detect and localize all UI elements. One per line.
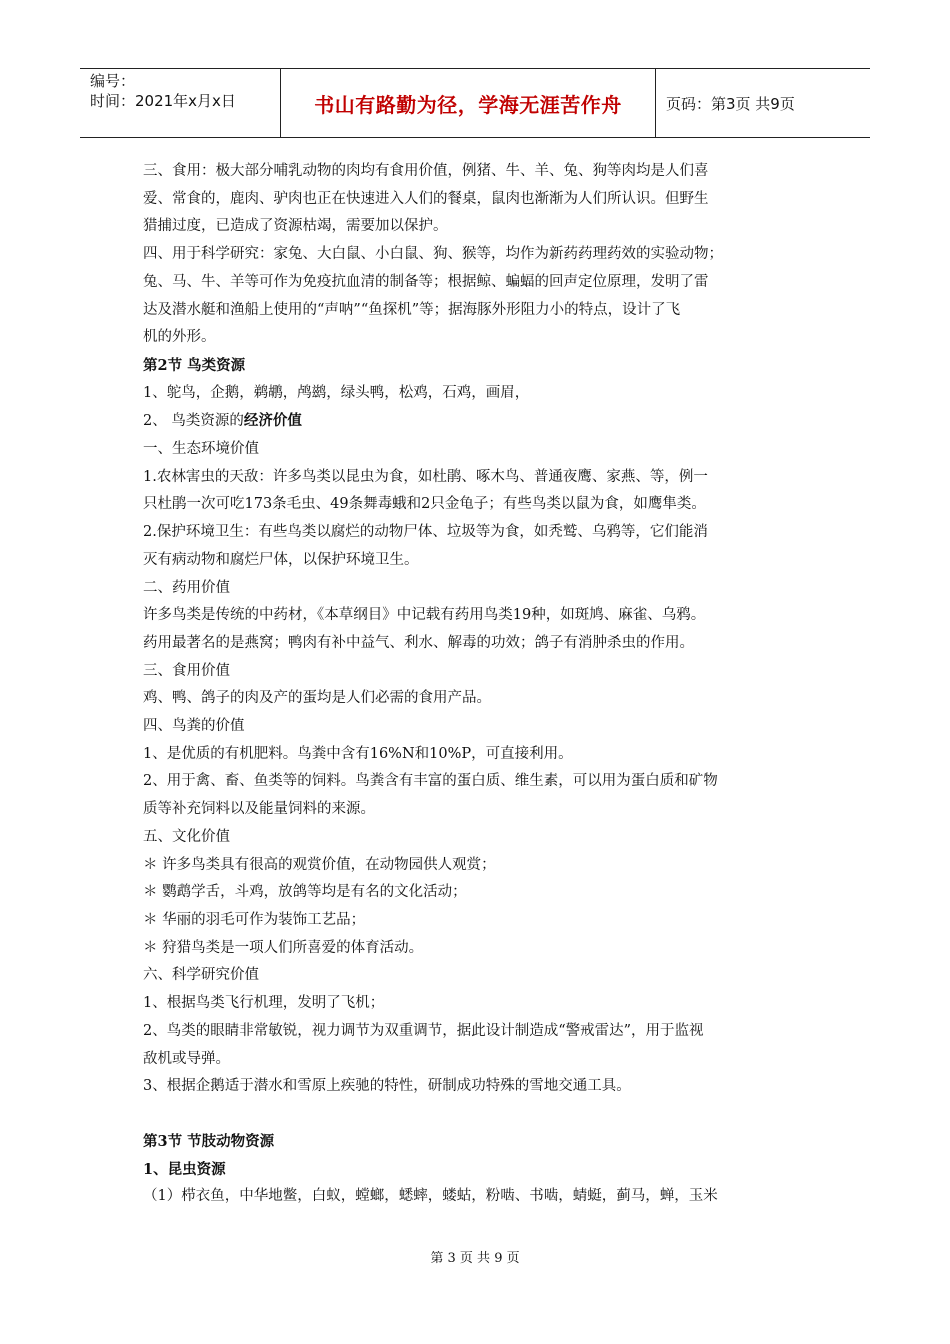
header-motto: 书山有路勤为径，学海无涯苦作舟 (280, 69, 656, 137)
paragraph-line: 鸡、鸭、鸽子的肉及产的蛋均是人们必需的食用产品。 (143, 690, 491, 707)
paragraph-line: 达及潜水艇和渔船上使用的“声呐”“鱼探机”等；据海豚外形阻力小的特点，设计了飞 (143, 301, 681, 318)
page-footer: 第 3 页 共 9 页 (430, 1251, 520, 1266)
paragraph-line: 敌机或导弹。 (143, 1050, 230, 1067)
bullet-item: ＊ 华丽的羽毛可作为装饰工艺品； (143, 911, 366, 928)
paragraph-line: 1.农林害虫的天敌：许多鸟类以昆虫为食，如杜鹃、啄木鸟、普通夜鹰、家燕、等，例一 (143, 468, 708, 485)
bullet-item: ＊ 许多鸟类具有很高的观赏价值，在动物园供人观赏； (143, 856, 496, 873)
paragraph-line: 三、食用：极大部分哺乳动物的肉均有食用价值，例猪、牛、羊、兔、狗等肉均是人们喜 (143, 163, 709, 179)
bullet-item: ＊ 狩猎鸟类是一项人们所喜爱的体育活动。 (143, 939, 424, 956)
paragraph-line: 兔、马、牛、羊等可作为免疫抗血清的制备等；根据鲸、蝙蝠的回声定位原理，发明了雷 (143, 273, 709, 290)
line-text: 2、 鸟类资源的 (143, 413, 244, 430)
header-meta (80, 69, 280, 137)
paragraph-line: 机的外形。 (143, 329, 216, 346)
number-label: 编号： (90, 72, 136, 90)
paragraph-line: 质等补充饲料以及能量饲料的来源。 (143, 801, 375, 818)
emphasis-text: 经济价值 (243, 412, 302, 430)
subsection-heading: 1、昆虫资源 (143, 1160, 226, 1178)
document-body (143, 158, 813, 1211)
header-page-info: 页码：第3页 共9页 (666, 94, 795, 113)
paragraph-line (143, 407, 813, 436)
page-header (80, 68, 870, 138)
paragraph-line: 2.保护环境卫生：有些鸟类以腐烂的动物尸体、垃圾等为食，如秃鹫、乌鸦等，它们能消 (143, 524, 708, 541)
paragraph-line: 1、根据鸟类飞行机理，发明了飞机； (143, 995, 385, 1012)
paragraph-line: 爱、常食的，鹿肉、驴肉也正在快速进入人们的餐桌，鼠肉也渐渐为人们所认识。但野生 (143, 190, 709, 207)
paragraph-line: 四、用于科学研究：家兔、大白鼠、小白鼠、狗、猴等，均作为新药药理药效的实验动物； (143, 246, 723, 263)
paragraph-line: 三、食用价值 (143, 662, 230, 679)
paragraph-line: 只杜鹃一次可吃173条毛虫、49条舞毒蛾和2只金龟子；有些鸟类以鼠为食，如鹰隼类。 (143, 496, 706, 513)
paragraph-line: （1）栉衣鱼，中华地鳖，白蚁，螳螂，蟋蟀，蝼蛄，粉啮、书啮，蜻蜓，蓟马，蝉，玉米 (143, 1188, 718, 1205)
section-heading: 第2节 鸟类资源 (143, 356, 246, 374)
paragraph-line: 2、鸟类的眼睛非常敏锐，视力调节为双重调节，据此设计制造成“警戒雷达”，用于监视 (143, 1022, 704, 1039)
paragraph-line: 2、用于禽、畜、鱼类等的饲料。鸟粪含有丰富的蛋白质、维生素，可以用为蛋白质和矿物 (143, 773, 718, 790)
paragraph-line: 灭有病动物和腐烂尸体，以保护环境卫生。 (143, 551, 419, 568)
paragraph-line: 猎捕过度，已造成了资源枯竭，需要加以保护。 (143, 218, 448, 235)
paragraph-line: 1、鸵鸟，企鹅，鹈鹕，鸬鹚，绿头鸭，松鸡，石鸡，画眉， (143, 384, 530, 401)
bullet-item: ＊ 鹦鹉学舌，斗鸡，放鸽等均是有名的文化活动； (143, 884, 467, 901)
section-heading: 第3节 节肢动物资源 (143, 1132, 275, 1150)
paragraph-line: 四、鸟粪的价值 (143, 718, 245, 735)
date-label: 时间：2021年x月x日 (90, 92, 236, 110)
paragraph-line: 1、是优质的有机肥料。鸟粪中含有16%N和10%P，可直接利用。 (143, 745, 573, 762)
paragraph-line: 许多鸟类是传统的中药材，《本草纲目》中记载有药用鸟类19种，如斑鸠、麻雀、乌鸦。 (143, 607, 706, 624)
paragraph-line: 一、生态环境价值 (143, 441, 259, 458)
paragraph-line: 药用最著名的是燕窝；鸭肉有补中益气、利水、解毒的功效；鸽子有消肿杀虫的作用。 (143, 634, 694, 651)
paragraph-line: 五、文化价值 (143, 828, 230, 845)
paragraph-line: 3、根据企鹅适于潜水和雪原上疾驰的特性，研制成功特殊的雪地交通工具。 (143, 1078, 631, 1095)
blank-line (143, 1101, 813, 1128)
paragraph-line: 二、药用价值 (143, 579, 230, 596)
paragraph-line: 六、科学研究价值 (143, 967, 259, 984)
